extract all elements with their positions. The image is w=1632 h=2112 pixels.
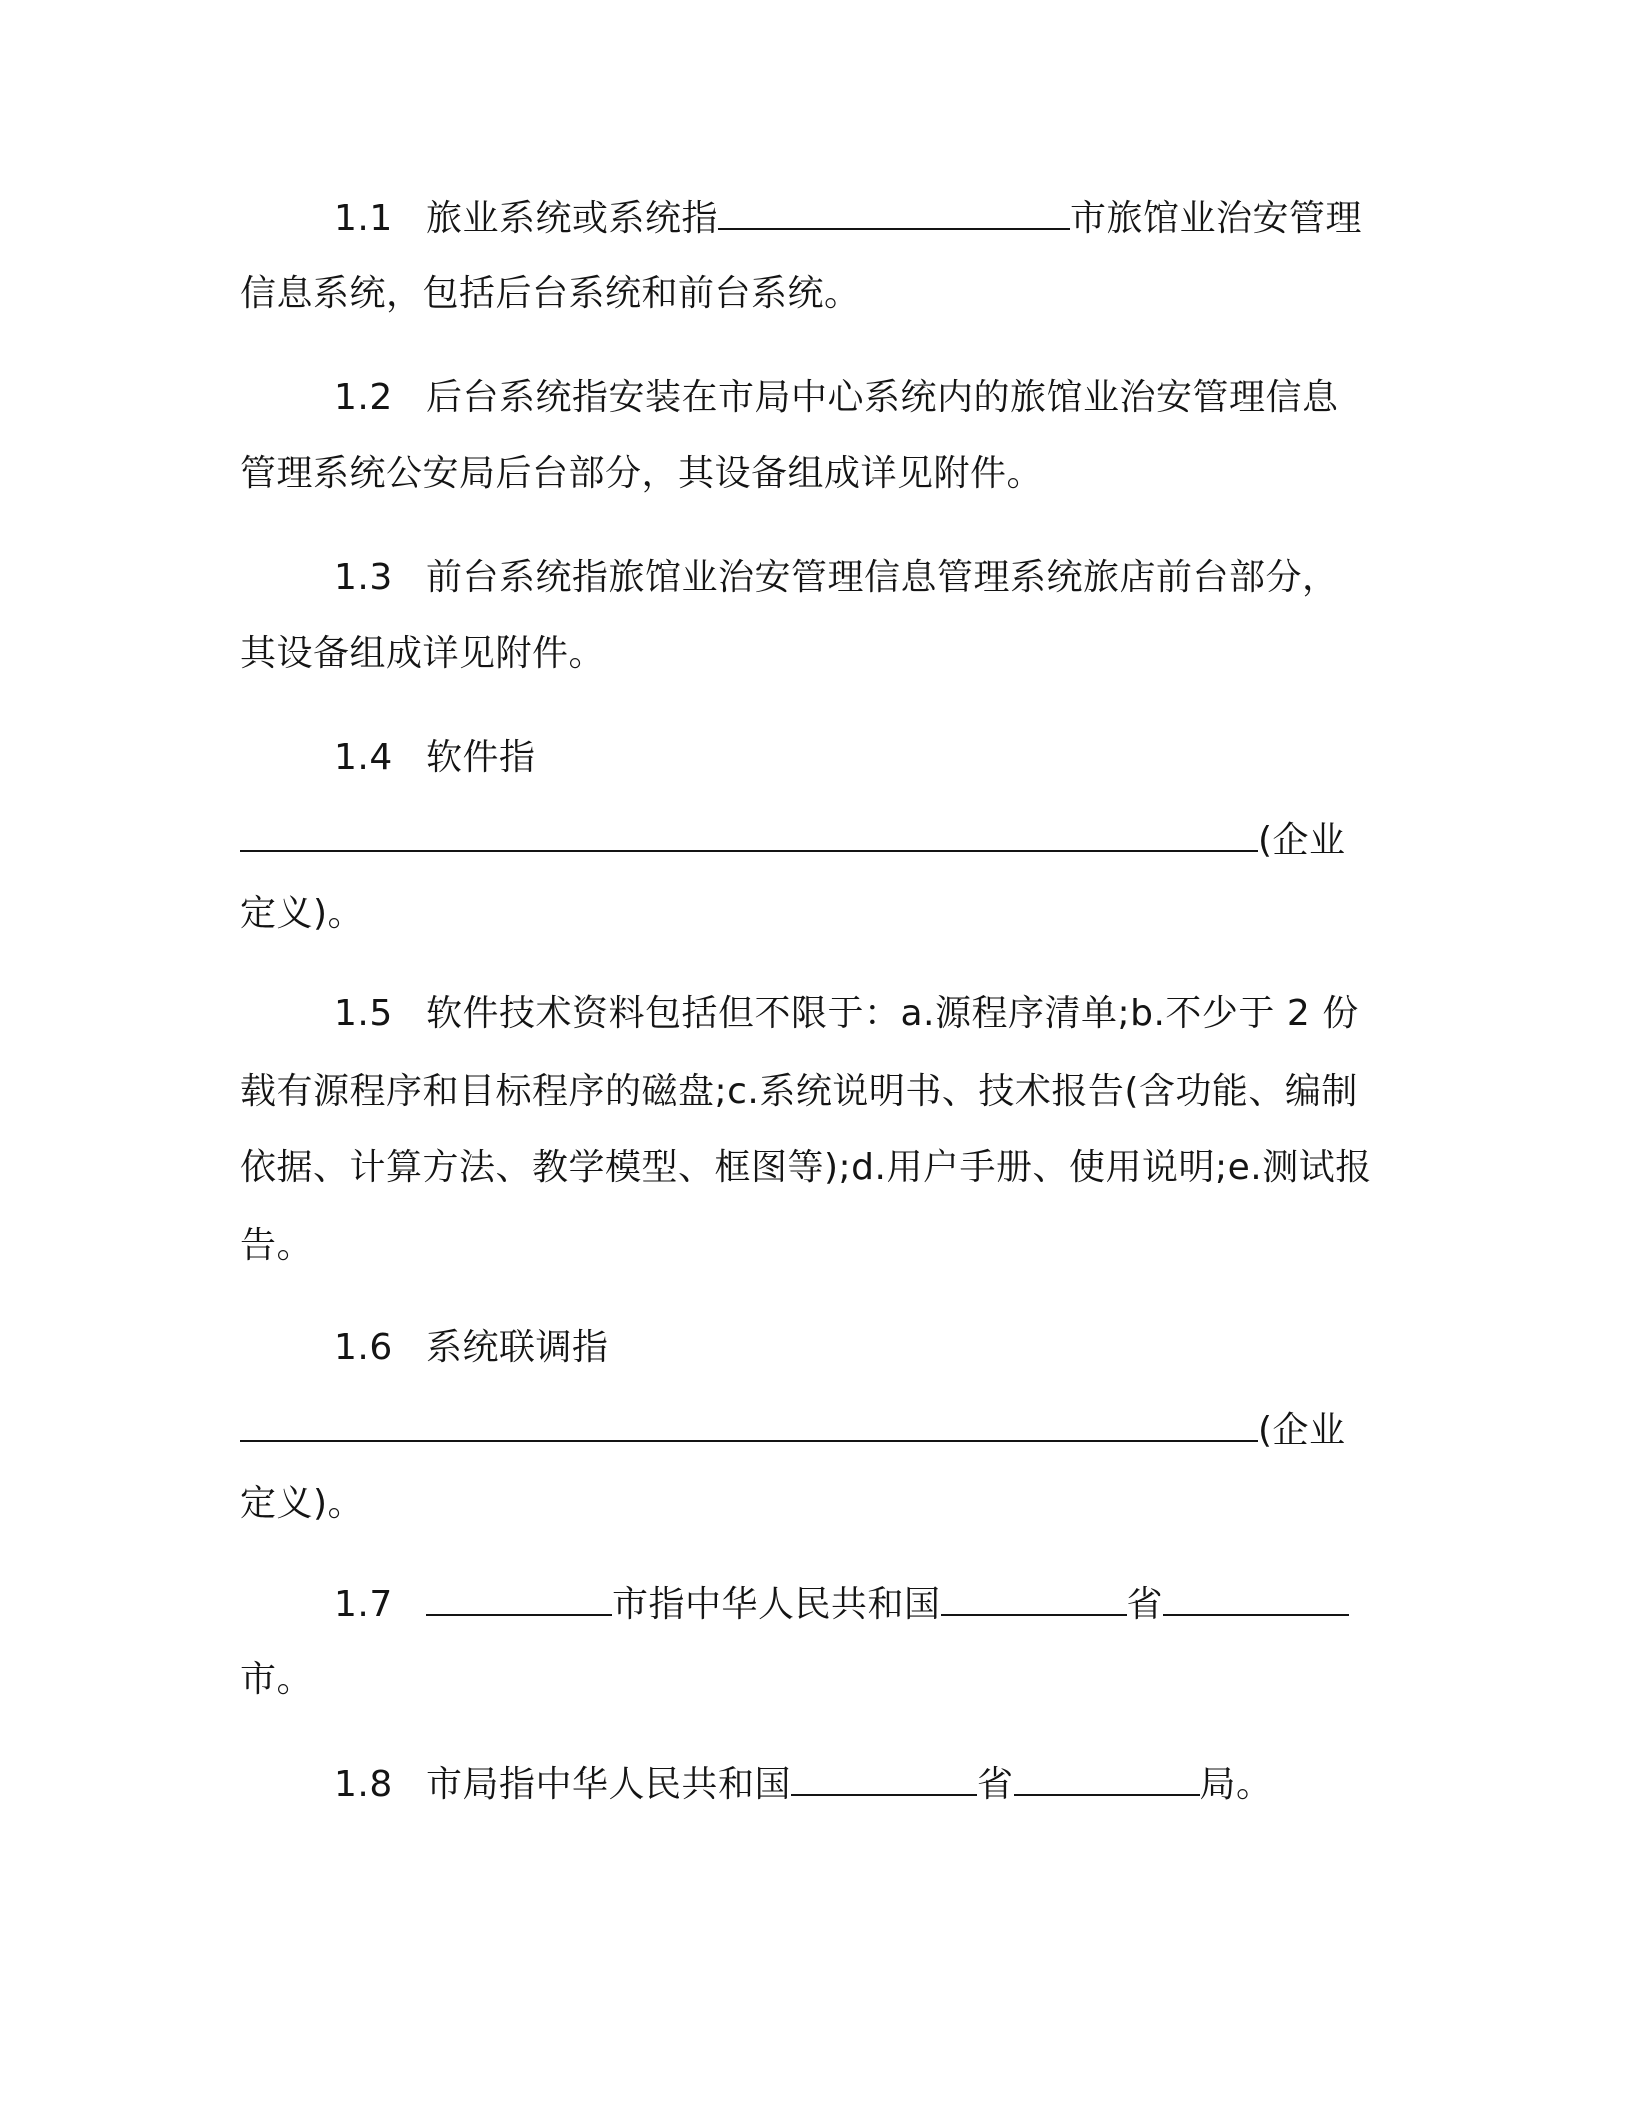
clause-1-1-line-2 [240, 270, 1400, 318]
clause-number: 1.6 [334, 1327, 393, 1368]
clause-1-4-line-2 [240, 816, 1400, 865]
clause-1-6-line-2 [240, 1406, 1400, 1455]
clause-text: 信息系统，包括后台系统和前台系统。 [240, 273, 861, 314]
clause-text: 软件指 [426, 737, 536, 778]
clause-text: 告。 [240, 1225, 314, 1266]
clause-1-5-line-1 [334, 990, 1494, 1038]
clause-1-7-line-1 [334, 1580, 1494, 1629]
clause-text: 前台系统指旅馆业治安管理信息管理系统旅店前台部分， [426, 557, 1339, 598]
clause-1-7-line-2 [240, 1656, 1400, 1704]
clause-text: 其设备组成详见附件。 [240, 633, 606, 674]
fill-in-blank [718, 194, 1070, 230]
clause-number: 1.8 [334, 1764, 393, 1805]
clause-1-8-line-1 [334, 1760, 1494, 1809]
clause-number: 1.7 [334, 1584, 393, 1625]
clause-1-5-line-3 [240, 1144, 1400, 1192]
clause-text: 局。 [1199, 1764, 1273, 1805]
clause-text: 省 [1126, 1584, 1164, 1625]
clause-1-6-line-1 [334, 1324, 1494, 1372]
clause-1-2-line-1 [334, 374, 1494, 422]
fill-in-blank [1014, 1760, 1200, 1796]
clause-1-5-line-2 [240, 1068, 1400, 1116]
clause-number: 1.4 [334, 737, 393, 778]
clause-text: 软件技术资料包括但不限于：a.源程序清单;b.不少于 2 份 [426, 993, 1359, 1034]
fill-in-blank [791, 1760, 977, 1796]
clause-number: 1.2 [334, 377, 393, 418]
clause-text: 系统联调指 [426, 1327, 609, 1368]
fill-in-blank [426, 1580, 612, 1616]
fill-in-blank [941, 1580, 1127, 1616]
clause-text: 旅业系统或系统指 [426, 198, 719, 239]
clause-text: 市指中华人民共和国 [612, 1584, 941, 1625]
clause-1-2-line-2 [240, 450, 1400, 498]
clause-text: 市局指中华人民共和国 [426, 1764, 792, 1805]
fill-in-blank [1163, 1580, 1349, 1616]
clause-1-1-line-1 [334, 194, 1494, 243]
clause-text: 市旅馆业治安管理 [1070, 198, 1363, 239]
clause-number: 1.3 [334, 557, 393, 598]
clause-1-4-line-1 [334, 734, 1494, 782]
clause-1-6-line-3 [240, 1480, 1400, 1528]
clause-text: 省 [977, 1764, 1014, 1805]
clause-number: 1.1 [334, 198, 393, 239]
clause-text: 定义)。 [240, 893, 365, 934]
clause-text: (企业 [1258, 1410, 1346, 1451]
clause-1-5-line-4 [240, 1222, 1400, 1270]
fill-in-blank [240, 816, 1258, 852]
clause-1-4-line-3 [240, 890, 1400, 938]
clause-text: 依据、计算方法、教学模型、框图等);d.用户手册、使用说明;e.测试报 [240, 1147, 1372, 1188]
clause-text: 定义)。 [240, 1483, 365, 1524]
clause-text: 载有源程序和目标程序的磁盘;c.系统说明书、技术报告(含功能、编制 [240, 1071, 1358, 1112]
clause-text: 后台系统指安装在市局中心系统内的旅馆业治安管理信息 [426, 377, 1339, 418]
clause-text: 市。 [240, 1659, 314, 1700]
clause-1-3-line-2 [240, 630, 1400, 678]
fill-in-blank [240, 1406, 1258, 1442]
clause-1-3-line-1 [334, 554, 1494, 602]
clause-text: (企业 [1258, 820, 1346, 861]
clause-number: 1.5 [334, 993, 393, 1034]
clause-text: 管理系统公安局后台部分，其设备组成详见附件。 [240, 453, 1044, 494]
